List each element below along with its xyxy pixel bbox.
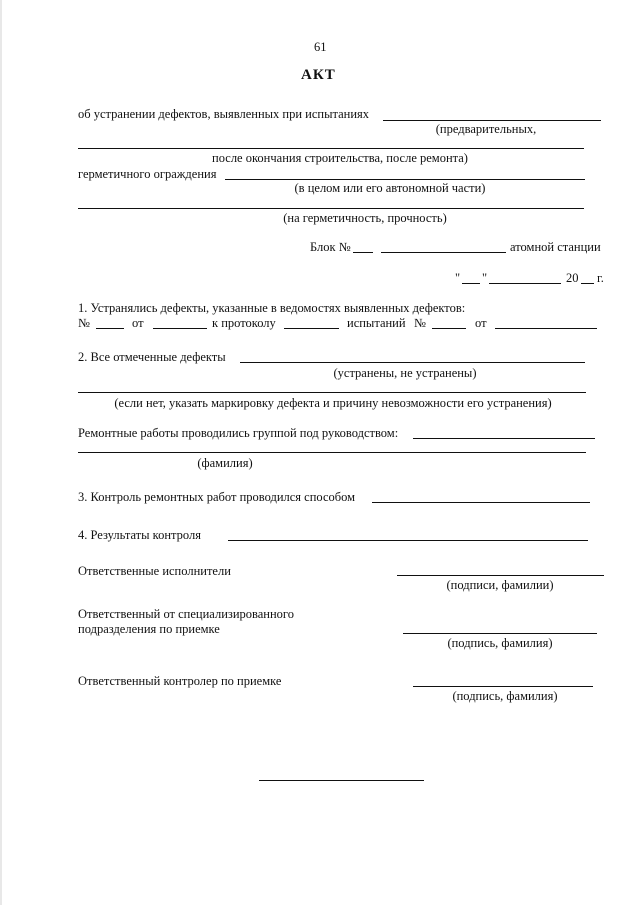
test-type-field-line2[interactable] [78, 148, 584, 149]
page-title: АКТ [301, 67, 336, 83]
tests-number-field[interactable] [432, 328, 466, 329]
page-number: 61 [314, 40, 327, 54]
dept-label-line-2: подразделения по приемке [78, 622, 220, 636]
statement-number-label: № [78, 316, 90, 330]
statement-date-field[interactable] [153, 328, 207, 329]
date-year-field[interactable] [581, 283, 594, 284]
block-number-field[interactable] [353, 252, 373, 253]
date-quote-open: " [455, 271, 461, 285]
tests-number-label: № [414, 316, 426, 330]
station-name-field[interactable] [381, 252, 506, 253]
tests-from-label: от [475, 316, 487, 330]
executors-label: Ответственные исполнители [78, 564, 231, 578]
test-purpose-hint: (на герметичность, прочность) [283, 211, 447, 225]
enclosure-label: герметичного ограждения [78, 167, 217, 181]
section-3-text: 3. Контроль ремонтных работ проводился способом [78, 490, 356, 504]
dept-signature-field[interactable] [403, 633, 597, 634]
date-day-field[interactable] [462, 283, 480, 284]
repair-leader-field-line2[interactable] [78, 452, 586, 453]
enclosure-hint: (в целом или его автономной части) [294, 181, 486, 195]
control-method-field[interactable] [372, 502, 590, 503]
test-purpose-field[interactable] [78, 208, 584, 209]
tests-label: испытаний [347, 316, 406, 330]
test-type-hint-2: после окончания строительства, после ремонта) [212, 151, 468, 165]
repair-leader-label: Ремонтные работы проводились группой под руководством: [78, 426, 399, 440]
section-2-text: 2. Все отмеченные дефекты [78, 350, 226, 364]
controller-label: Ответственный контролер по приемке [78, 674, 282, 688]
section-4-text: 4. Результаты контроля [78, 528, 201, 542]
surname-hint: (фамилия) [197, 456, 253, 470]
block-label: Блок № [310, 240, 351, 254]
dept-hint: (подпись, фамилия) [447, 636, 553, 650]
protocol-field[interactable] [284, 328, 339, 329]
closing-rule [259, 780, 424, 781]
year-suffix: г. [597, 271, 604, 285]
section-1-text: 1. Устранялись дефекты, указанные в ведомостях выявленных дефектов: [78, 301, 466, 315]
date-quote-close: " [482, 271, 488, 285]
protocol-label: к протоколу [212, 316, 276, 330]
defects-status-hint: (устранены, не устранены) [333, 366, 477, 380]
statement-from-label: от [132, 316, 144, 330]
repair-leader-field[interactable] [413, 438, 595, 439]
control-results-field[interactable] [228, 540, 588, 541]
test-type-field[interactable] [383, 120, 601, 121]
test-type-hint: (предварительных, [435, 122, 537, 136]
statement-number-field[interactable] [96, 328, 124, 329]
executors-signature-field[interactable] [397, 575, 604, 576]
defects-reason-field[interactable] [78, 392, 586, 393]
controller-signature-field[interactable] [413, 686, 593, 687]
act-subject-label: об устранении дефектов, выявленных при испытаниях [78, 107, 370, 121]
station-label: атомной станции [510, 240, 601, 254]
enclosure-field[interactable] [225, 179, 585, 180]
defects-status-field[interactable] [240, 362, 585, 363]
executors-hint: (подписи, фамилии) [446, 578, 554, 592]
dept-label-line-1: Ответственный от специализированного [78, 607, 294, 621]
controller-hint: (подпись, фамилия) [452, 689, 558, 703]
defects-reason-hint: (если нет, указать маркировку дефекта и причину невозможности его устранения) [114, 396, 552, 410]
tests-date-field[interactable] [495, 328, 597, 329]
date-month-field[interactable] [489, 283, 561, 284]
year-prefix: 20 [566, 271, 579, 285]
scan-edge [0, 0, 2, 905]
